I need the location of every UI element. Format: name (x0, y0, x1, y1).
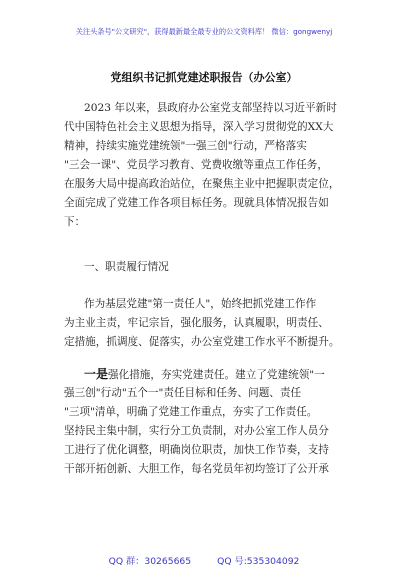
paragraph-line (84, 368, 325, 381)
paragraph-line: 强三创"行动"五个一"责任目标和任务、问题、责任 (64, 387, 302, 399)
footer-qq-group: QQ 群：30265665 (108, 556, 192, 567)
paragraph-line: 定措施，抓调度、促落实，办公室党建工作水平不断提升。 (64, 336, 340, 348)
paragraph-line: 作为基层党建"第一责任人"，始终把抓党建工作作 (84, 298, 317, 310)
section-heading: 一、职责履行情况 (84, 261, 169, 273)
paragraph-line: 工进行了优化调整，明确岗位职责，加快工作节奏，支持 (64, 444, 329, 456)
paragraph-line: 在服务大局中提高政治站位，在聚焦主业中把握职责定位， (64, 178, 340, 190)
paragraph-line: "三会一课"、党员学习教育、党费收缴等重点工作任务， (64, 159, 328, 171)
footer-qq-number: QQ 号:535304092 (217, 556, 300, 567)
paragraph-text: 强化措施，夯实党建责任。建立了党建统领"一 (108, 369, 325, 381)
paragraph-line: 全面完成了党建工作各项目标任务。现就具体情况报告如 (64, 197, 329, 209)
lead-marker: 一是 (84, 367, 109, 381)
paragraph-line: 精神，持续实施党建统领"一强三创"行动，严格落实 (64, 140, 307, 152)
paragraph-line: 代中国特色社会主义思想为指导，深入学习贯彻党的XX大 (64, 121, 334, 133)
header-banner: 关注头条号"公文研究"，获得最新最全最专业的公文资料库！ 微信：gongwenyj (75, 27, 333, 36)
paragraph-line: 2023 年以来，县政府办公室党支部坚持以习近平新时 (84, 102, 337, 114)
paragraph-line: 下： (64, 216, 86, 228)
paragraph-line: 为主业主责，牢记宗旨，强化服务，认真履职，明责任、 (64, 317, 329, 329)
paragraph-line: "三项"清单，明确了党建工作重点，夯实了工作责任。 (64, 406, 318, 418)
paragraph-line: 干部开拓创新、大胆工作，每名党员年初均签订了公开承 (64, 463, 329, 475)
footer-contact (0, 553, 408, 567)
document-title: 党组织书记抓党建述职报告（办公室） (110, 71, 298, 84)
paragraph-line: 坚持民主集中制，实行分工负责制，对办公室工作人员分 (64, 425, 329, 437)
